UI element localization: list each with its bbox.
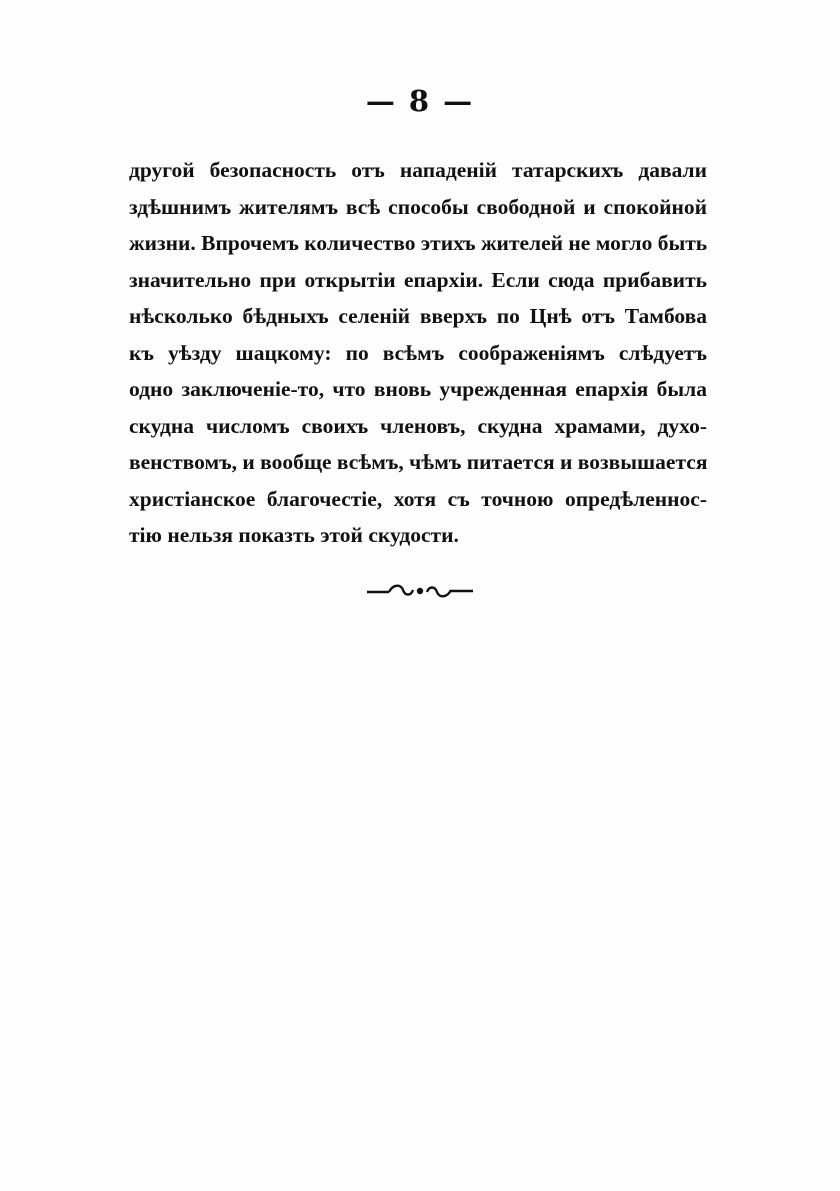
text-line: значительно при открытіи епархіи. Если сюда прибавить xyxy=(129,267,707,292)
text-line: скудна числомъ своихъ членовъ, скудна храмами, духо- xyxy=(129,413,707,438)
body-text xyxy=(129,152,707,554)
text-line: другой безопасность отъ нападеній татарскихъ давали xyxy=(129,158,707,182)
text-line: одно заключеніе-то, что вновь учрежденная епархія была xyxy=(129,377,707,401)
text-line: жизни. Впрочемъ количество этихъ жителей не могло быть xyxy=(129,231,707,255)
text-line: къ уѣзду шацкому: по всѣмъ соображеніямъ слѣдуетъ xyxy=(129,340,707,365)
text-line: христіанское благочестіе, хотя съ точною опредѣленнос- xyxy=(129,486,707,511)
ornament-flourish-icon xyxy=(365,578,475,604)
end-ornament-icon xyxy=(0,578,840,609)
text-line-last: тію нельзя показть этой скудости. xyxy=(129,523,459,547)
text-line: здѣшнимъ жителямъ всѣ способы свободной и спокойной xyxy=(129,194,707,219)
text-line: нѣсколько бѣдныхъ селеній вверхъ по Цнѣ отъ Тамбова xyxy=(129,304,707,328)
text-line: венствомъ, и вообще всѣмъ, чѣмъ питается и возвышается xyxy=(129,450,707,474)
page-number: — 8 — xyxy=(365,84,475,118)
